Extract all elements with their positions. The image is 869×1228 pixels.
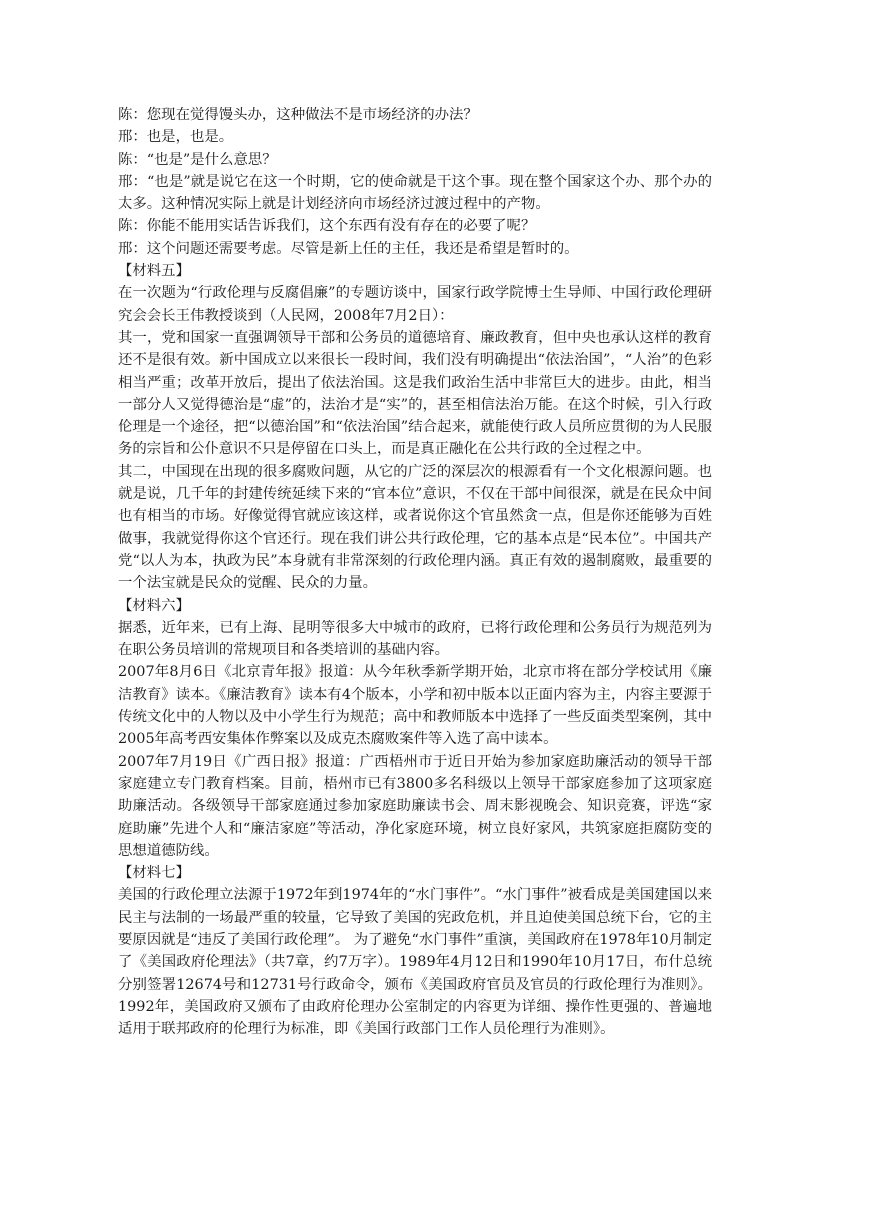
dialogue-line: 陈：“也是”是什么意思？ — [118, 151, 277, 168]
document-body — [118, 104, 712, 1040]
dialogue-line: 邢：“也是”就是说它在这一个时期，它的使命就是干这个事。现在整个国家这个办、那个办的太多。这种情况实际上就是计划经济向市场经济过渡过程中的产物。 — [118, 173, 712, 213]
paragraph: 2007年7月19日《广西日报》报道：广西梧州市于近日开始为参加家庭助廉活动的领导干部家庭建立专门教育档案。目前，梧州市已有3800多名科级以上领导干部家庭参加了这项家庭助廉活动。各级领导干部家庭通过参加家庭助廉读书会、周末影视晚会、知识竞赛，评选“家庭助廉”先进个人和“廉洁家庭”等活动，净化家庭环境，树立良好家风，共筑家庭拒腐防变的思想道德防线。 — [118, 753, 712, 859]
section-heading-material-6: 【材料六】 — [118, 597, 190, 614]
dialogue-line: 陈：您现在觉得馒头办，这种做法不是市场经济的办法？ — [118, 107, 478, 123]
paragraph: 其二，中国现在出现的很多腐败问题，从它的广泛的深层次的根源看有一个文化根源问题。也就是说，几千年的封建传统延续下来的“官本位”意识，不仅在干部中间很深，就是在民众中间也有相当的市场。好像觉得官就应该这样，或者说你这个官虽然贪一点，但是你还能够为百姓做事，我就觉得你这个官还行。现在我们讲公共行政伦理，它的基本点是“民本位”。中国共产党“以人为本，执政为民”本身就有非常深刻的行政伦理内涵。真正有效的遏制腐败，最重要的一个法宝就是民众的觉醒、民众的力量。 — [118, 463, 712, 592]
section-heading-material-7: 【材料七】 — [118, 865, 190, 882]
paragraph: 其一，党和国家一直强调领导干部和公务员的道德培育、廉政教育，但中央也承认这样的教育还不是很有效。新中国成立以来很长一段时间，我们没有明确提出“依法治国”，“人治”的色彩相当严重；改革开放后，提出了依法治国。这是我们政治生活中非常巨大的进步。由此，相当一部分人又觉得德治是“虚”的，法治才是“实”的，甚至相信法治万能。在这个时候，引入行政伦理是一个途径，把“以德治国”和“依法治国”结合起来，就能使行政人员所应贯彻的为人民服务的宗旨和公仆意识不只是停留在口头上，而是真正融化在公共行政的全过程之中。 — [118, 329, 712, 458]
paragraph: 美国的行政伦理立法源于1972年到1974年的“水门事件”。“水门事件”被看成是美国建国以来民主与法制的一场最严重的较量，它导致了美国的宪政危机，并且迫使美国总统下台，它的主要原因就是“违反了美国行政伦理”。 为了避免“水门事件”重演，美国政府在1978年10月制定了《美国政府伦理法》（共7章，约7万字）。1989年4月12日和1990年10月17日，布什总统分别签署12674号和12731号行政命令，颁布《美国政府官员及官员的行政伦理行为准则》。1992年，美国政府又颁布了由政府伦理办公室制定的内容更为详细、操作性更强的、普遍地适用于联邦政府的伦理行为标准，即《美国行政部门工作人员伦理行为准则》。 — [118, 887, 712, 1038]
paragraph: 在一次题为“行政伦理与反腐倡廉”的专题访谈中，国家行政学院博士生导师、中国行政伦理研究会会长王伟教授谈到（人民网，2008年7月2日）： — [118, 285, 712, 324]
dialogue-line: 邢：也是，也是。 — [118, 129, 234, 146]
paragraph: 据悉，近年来，已有上海、昆明等很多大中城市的政府，已将行政伦理和公务员行为规范列为在职公务员培训的常规项目和各类培训的基础内容。 — [118, 619, 712, 659]
dialogue-line: 陈：你能不能用实话告诉我们，这个东西有没有存在的必要了呢？ — [118, 218, 536, 235]
dialogue-line: 邢：这个问题还需要考虑。尽管是新上任的主任，我还是希望是暂时的。 — [118, 240, 579, 257]
paragraph: 2007年8月6日《北京青年报》报道：从今年秋季新学期开始，北京市将在部分学校试用《廉洁教育》读本。《廉洁教育》读本有4个版本，小学和初中版本以正面内容为主，内容主要源于传统文化中的人物以及中小学生行为规范；高中和教师版本中选择了一些反面类型案例，其中2005年高考西安集体作弊案以及成克杰腐败案件等入选了高中读本。 — [118, 664, 712, 748]
section-heading-material-5: 【材料五】 — [118, 263, 190, 280]
